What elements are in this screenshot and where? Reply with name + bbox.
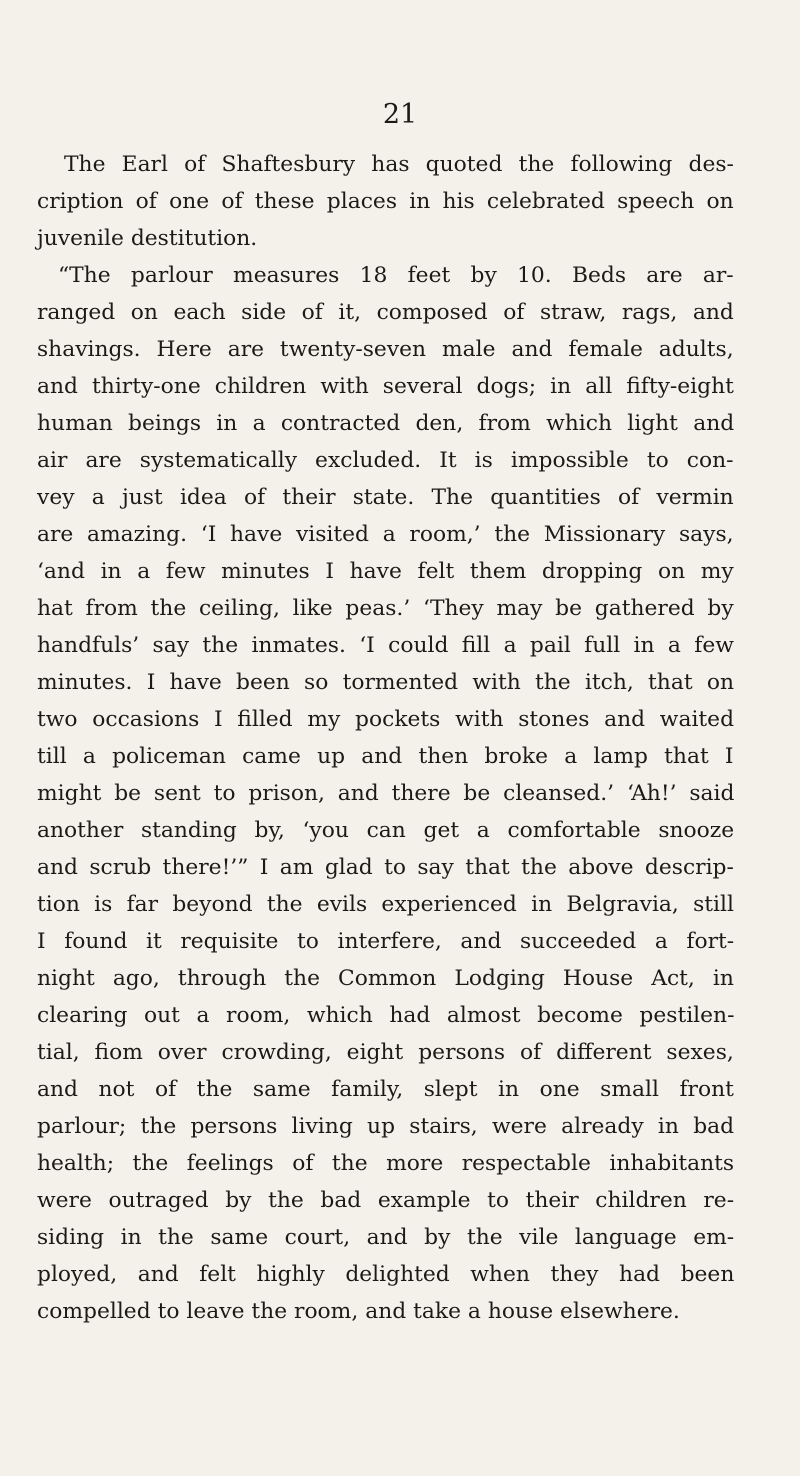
text-line: and not of the same family, slept in one small front (37, 1077, 734, 1102)
text-line: ployed, and felt highly delighted when they had been (37, 1262, 735, 1287)
text-line: human beings in a contracted den, from which light and (37, 411, 735, 436)
text-line: “The parlour measures 18 feet by 10. Beds are ar- (58, 263, 734, 288)
text-line: and thirty-one children with several dogs; in all fifty-eight (37, 374, 734, 399)
text-line: two occasions I filled my pockets with stones and waited (37, 707, 735, 732)
text-line: are amazing. ‘I have visited a room,’ the Missionary says, (37, 522, 734, 547)
text-line: parlour; the persons living up stairs, were already in bad (37, 1114, 735, 1139)
text-line: might be sent to prison, and there be cleansed.’ ‘Ah!’ said (37, 781, 735, 806)
text-line: another standing by, ‘you can get a comfortable snooze (37, 818, 735, 843)
text-line: I found it requisite to interfere, and succeeded a fort- (37, 929, 735, 954)
text-line: The Earl of Shaftesbury has quoted the following des- (64, 152, 734, 177)
text-line: ‘and in a few minutes I have felt them dropping on my (37, 559, 734, 584)
text-line: tial, fiom over crowding, eight persons of different sexes, (37, 1040, 734, 1065)
text-line: tion is far beyond the evils experienced in Belgravia, still (37, 892, 734, 917)
text-line: were outraged by the bad example to their children re- (37, 1188, 735, 1213)
text-line: siding in the same court, and by the vile language em- (37, 1225, 735, 1250)
text-line: cription of one of these places in his celebrated speech on (37, 189, 734, 214)
text-line: juvenile destitution. (37, 226, 258, 251)
text-line: hat from the ceiling, like peas.’ ‘They may be gathered by (37, 596, 734, 621)
text-line: night ago, through the Common Lodging House Act, in (37, 966, 734, 991)
text-line: clearing out a room, which had almost become pestilen- (37, 1003, 735, 1028)
text-line: shavings. Here are twenty-seven male and female adults, (37, 337, 734, 362)
text-line: vey a just idea of their state. The quantities of vermin (37, 485, 734, 510)
text-line: and scrub there!’” I am glad to say that the above descrip- (37, 855, 734, 880)
page-number: 21 (382, 99, 418, 130)
text-line: compelled to leave the room, and take a house elsewhere. (37, 1299, 680, 1324)
text-line: handfuls’ say the inmates. ‘I could fill a pail full in a few (37, 633, 734, 658)
text-line: air are systematically excluded. It is impossible to con- (37, 448, 734, 473)
text-line: till a policeman came up and then broke a lamp that I (37, 744, 734, 769)
text-line: ranged on each side of it, composed of straw, rags, and (37, 300, 734, 325)
text-line: minutes. I have been so tormented with the itch, that on (37, 670, 734, 695)
text-line: health; the feelings of the more respectable inhabitants (37, 1151, 735, 1176)
